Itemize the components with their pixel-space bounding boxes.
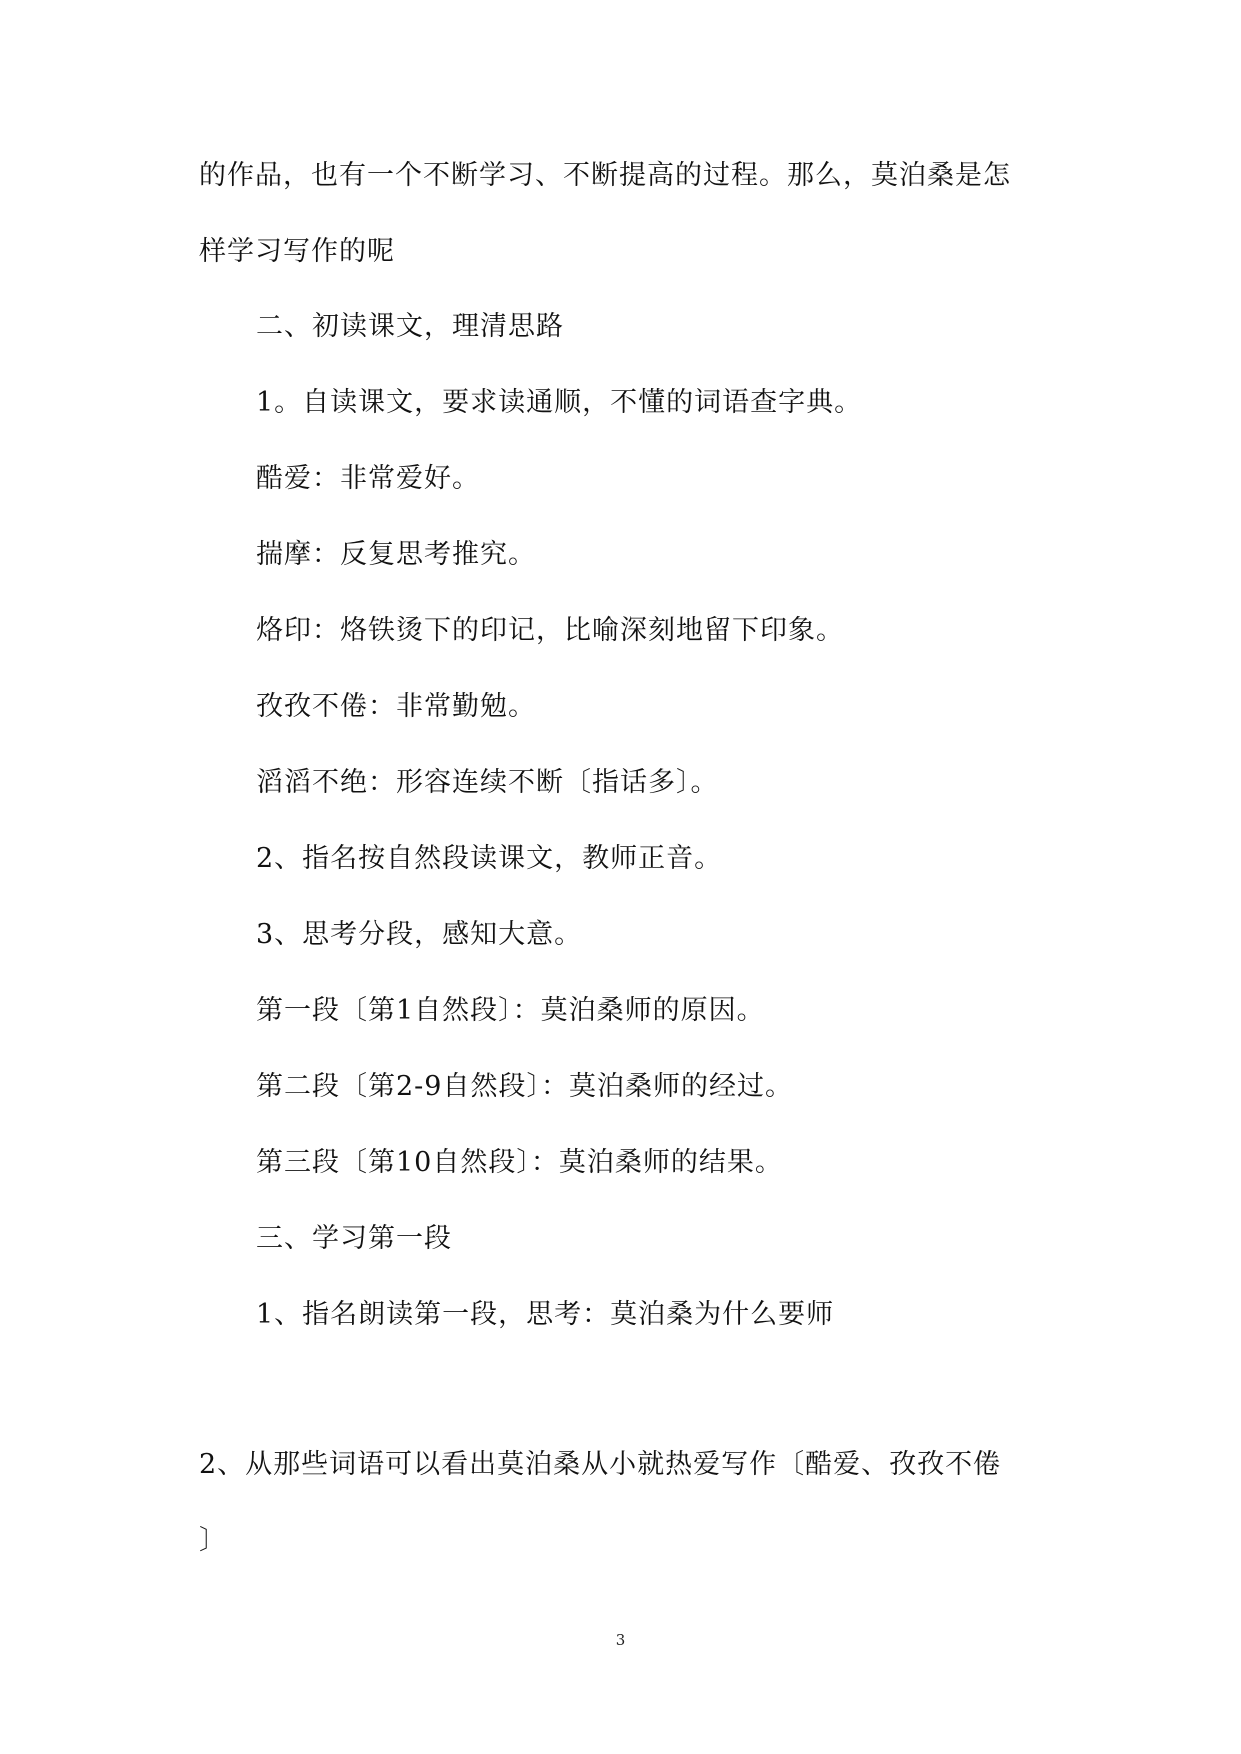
paragraph-line: 样学习写作的呢 bbox=[199, 236, 395, 267]
list-item: 1、指名朗读第一段，思考：莫泊桑为什么要师 bbox=[256, 1299, 835, 1330]
list-item: 2、从那些词语可以看出莫泊桑从小就热爱写作〔酷爱、孜孜不倦 bbox=[199, 1449, 1002, 1480]
section-summary: 第三段〔第10自然段〕：莫泊桑师的结果。 bbox=[256, 1147, 783, 1178]
vocabulary-item: 滔滔不绝：形容连续不断〔指话多〕。 bbox=[256, 767, 719, 798]
section-summary: 第二段〔第2-9自然段〕：莫泊桑师的经过。 bbox=[256, 1071, 793, 1102]
vocabulary-item: 烙印：烙铁烫下的印记，比喻深刻地留下印象。 bbox=[256, 615, 844, 646]
section-summary: 第一段〔第1自然段〕：莫泊桑师的原因。 bbox=[256, 995, 765, 1026]
page-number: 3 bbox=[615, 1631, 626, 1649]
section-heading: 二、初读课文，理清思路 bbox=[256, 311, 564, 342]
paragraph-line: 〕 bbox=[199, 1525, 227, 1556]
vocabulary-item: 孜孜不倦：非常勤勉。 bbox=[256, 691, 536, 722]
section-heading: 三、学习第一段 bbox=[256, 1223, 452, 1254]
list-item: 2、指名按自然段读课文，教师正音。 bbox=[256, 843, 723, 874]
vocabulary-item: 酷爱：非常爱好。 bbox=[256, 463, 480, 494]
list-item: 3、思考分段，感知大意。 bbox=[256, 919, 583, 950]
paragraph-line: 的作品，也有一个不断学习、不断提高的过程。那么，莫泊桑是怎 bbox=[199, 160, 1011, 191]
list-item: 1。自读课文，要求读通顺，不懂的词语查字典。 bbox=[256, 387, 863, 418]
vocabulary-item: 揣摩：反复思考推究。 bbox=[256, 539, 536, 570]
